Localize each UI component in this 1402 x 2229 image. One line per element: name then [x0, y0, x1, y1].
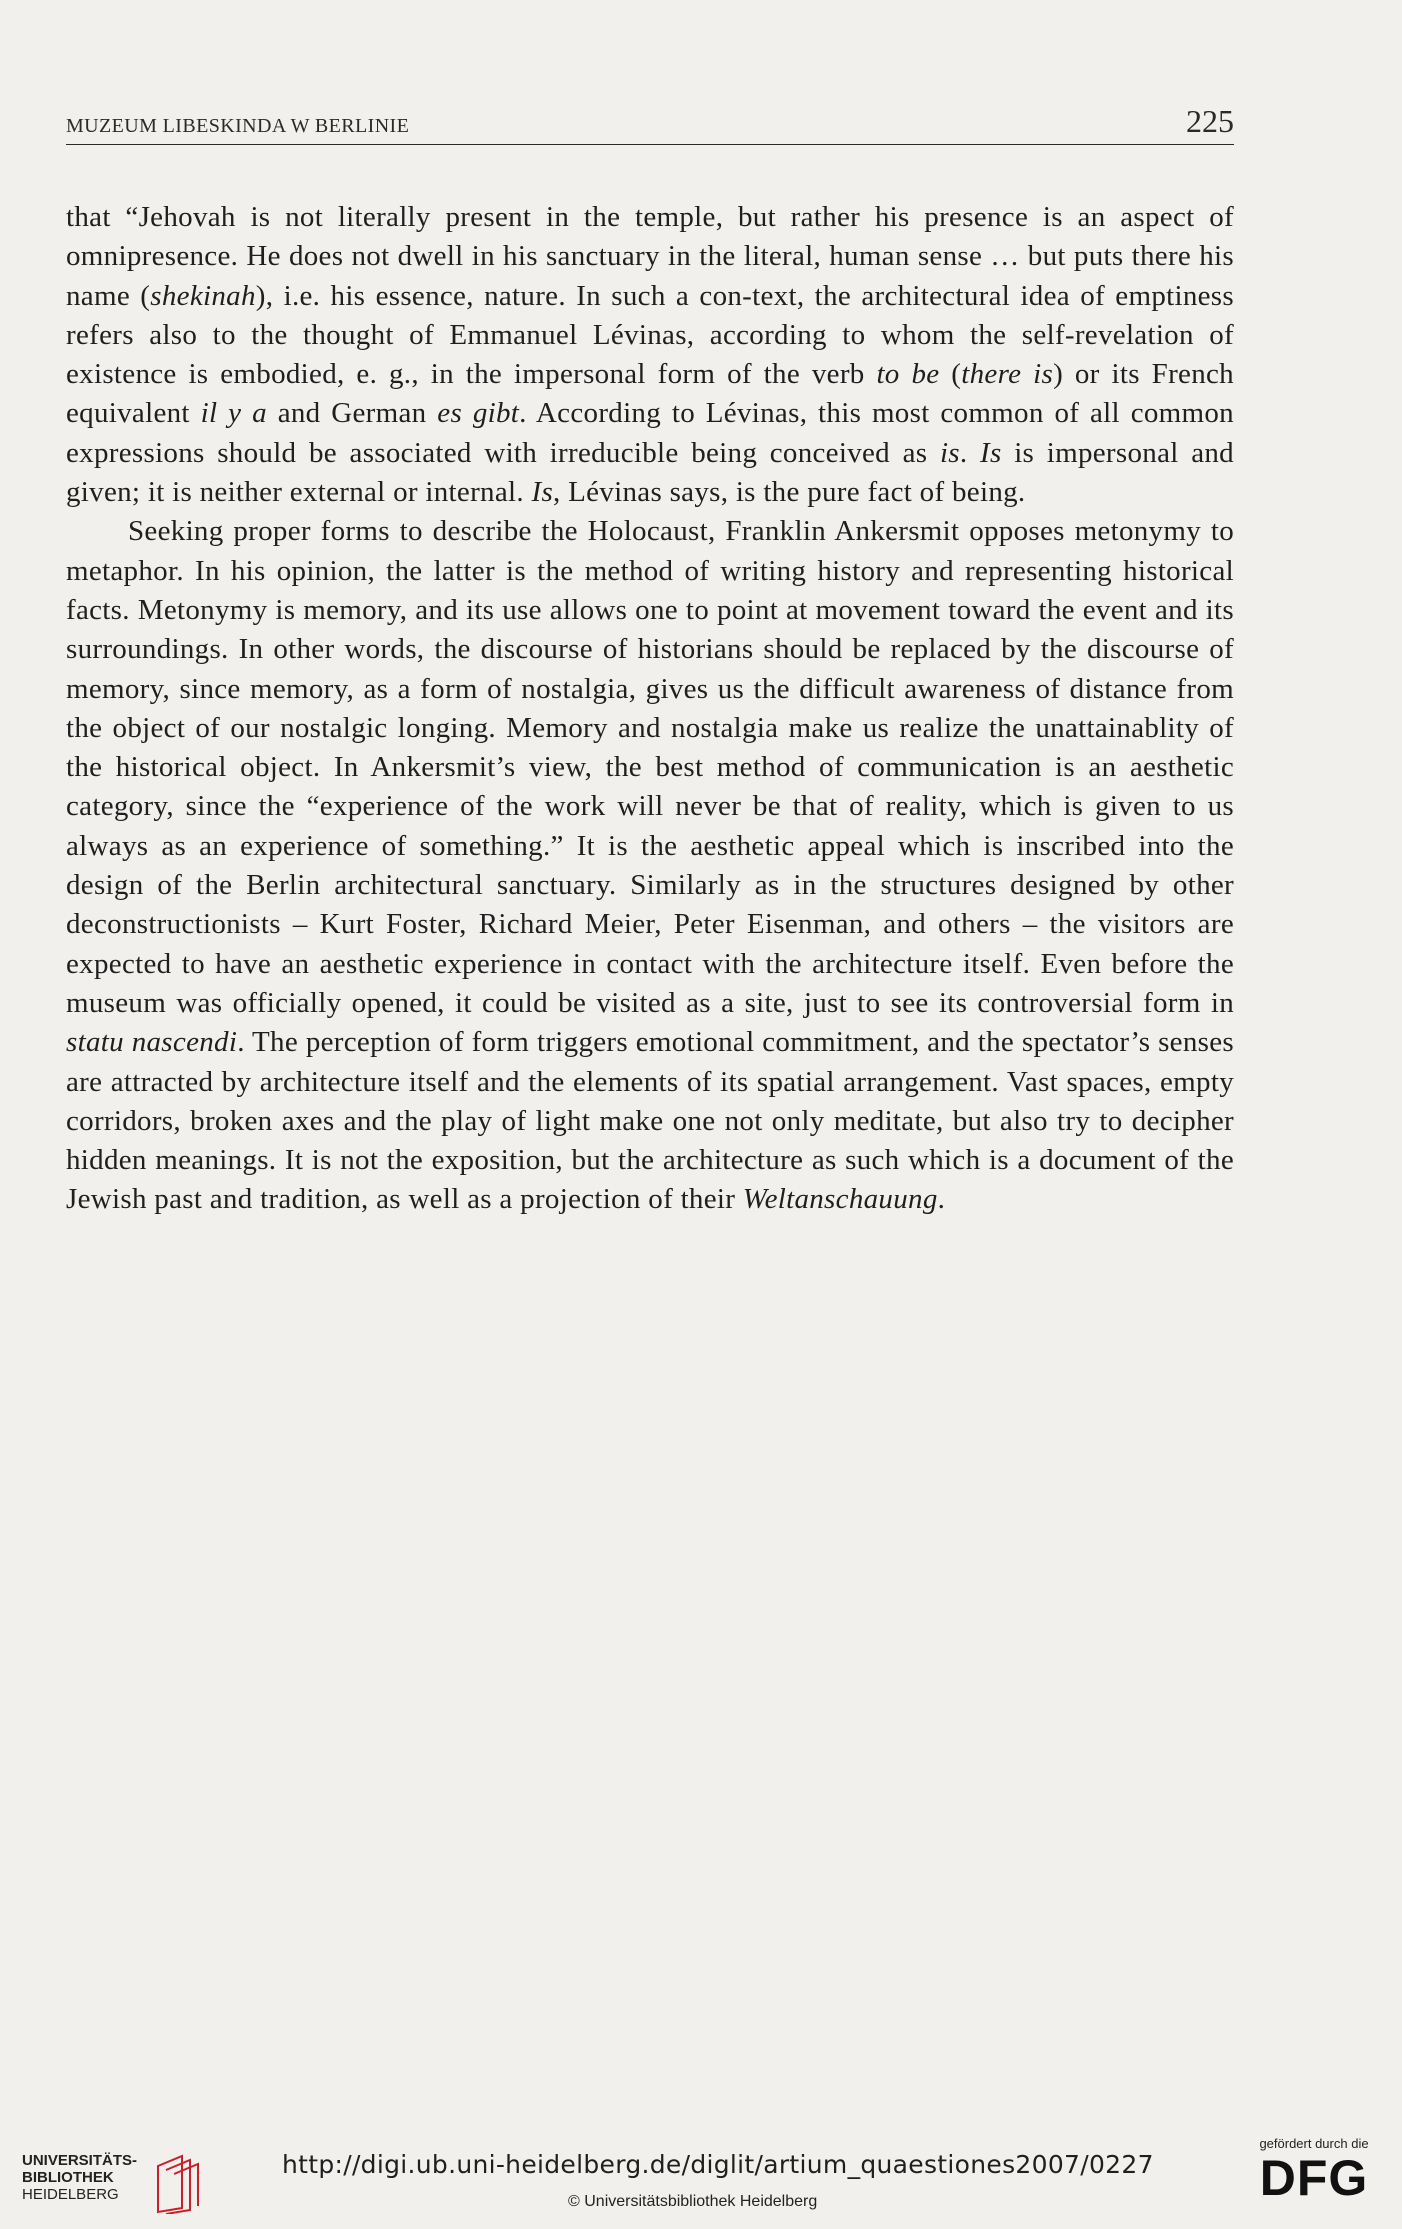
dfg-wordmark: DFG: [1259, 2150, 1369, 2206]
library-name-line1: UNIVERSITÄTS-: [22, 2152, 138, 2169]
italic-term: Is: [531, 476, 554, 509]
text-run: . According to Lévinas, this most common of all common expressions should be associated with irreducible being conceived as: [66, 397, 1234, 469]
body-text: [66, 198, 1234, 1220]
italic-term: shekinah: [150, 279, 256, 312]
text-run: Seeking proper forms to describe the Holocaust, Franklin Ankersmit opposes metonymy to metaphor. In his opinion, the latter is the method of writing history and representing historical facts. Metonymy is memory, and its use allows one to point at movement toward the event and its surroundings. In other words, the discourse of historians should be replaced by the discourse of memory, since memory, as a form of nostalgia, gives us the difficult awareness of distance from the object of our nostalgic longing. Memory and nostalgia make us realize the unattainablity of the historical object. In Ankersmit’s view, the best method of communication is an aesthetic category, since the “experience of the work will never be that of reality, which is given to us always as an experience of something.” It is the aesthetic appeal which is inscribed into the design of the Berlin architectural sanctuary. Similarly as in the structures designed by other deconstructionists – Kurt Foster, Richard Meier, Peter Eisenman, and others – the visitors are expected to have an aesthetic experience in contact with the architecture itself. Even before the museum was officially opened, it could be visited as a site, just to see its controversial form in: [66, 515, 1234, 1019]
italic-term: Weltanschauung: [742, 1183, 938, 1216]
library-logo: [22, 2152, 212, 2214]
text-run: .: [937, 1183, 946, 1216]
text-run: that “Jehovah is not literally present in the temple, but rather his presence is an aspect of omnipresence. He does not dwell in his sanctuary in the literal, human sense … but puts there his name (: [66, 201, 1234, 312]
library-name-line3: HEIDELBERG: [22, 2186, 119, 2203]
text-run: (: [939, 358, 962, 391]
dfg-logo: [1244, 2136, 1384, 2216]
text-run: ), i.e. his essence, nature. In such a con-text, the architectural idea of emptiness refers also to the thought of Emmanuel Lévinas, according to whom the self-revelation of existence is embodied, e. g., in the impersonal form of the verb: [66, 279, 1234, 391]
italic-term: il y a: [200, 397, 267, 430]
italic-term: statu nascendi: [66, 1026, 238, 1059]
italic-term: there is: [961, 358, 1054, 391]
library-name-line2: BIBLIOTHEK: [22, 2169, 114, 2186]
text-run: .: [959, 436, 981, 469]
paragraph-1: [66, 198, 1234, 512]
italic-term: is: [939, 436, 960, 469]
text-run: . The perception of form triggers emotional commitment, and the spectator’s senses are attracted by architecture itself and the elements of its spatial arrangement. Vast spaces, empty corridors, broken axes and the play of light make one not only meditate, but also try to decipher hidden meanings. It is not the exposition, but the architecture as such which is a document of the Jewish past and tradition, as well as a projection of their: [66, 1026, 1234, 1216]
text-run: and German: [266, 397, 438, 430]
running-head: MUZEUM LIBESKINDA W BERLINIE: [66, 115, 410, 137]
page-header: [66, 100, 1234, 145]
text-run: , Lévinas says, is the pure fact of being.: [553, 476, 1026, 509]
copyright-notice: © Universitätsbibliothek Heidelberg: [568, 2193, 818, 2210]
source-url-link[interactable]: http://digi.ub.uni-heidelberg.de/diglit/artium_quaestiones2007/0227: [282, 2150, 1154, 2179]
dfg-caption: gefördert durch die: [1259, 2136, 1369, 2151]
paragraph-2: [66, 512, 1234, 1219]
text-run: is impersonal and given; it is neither external or internal.: [66, 436, 1234, 509]
library-emblem-icon: [152, 2152, 208, 2214]
page-number: 225: [1186, 103, 1234, 139]
italic-term: Is: [980, 436, 1002, 469]
italic-term: to be: [876, 358, 940, 391]
italic-term: es gibt: [437, 397, 520, 430]
text-run: ) or its French equivalent: [66, 358, 1234, 430]
